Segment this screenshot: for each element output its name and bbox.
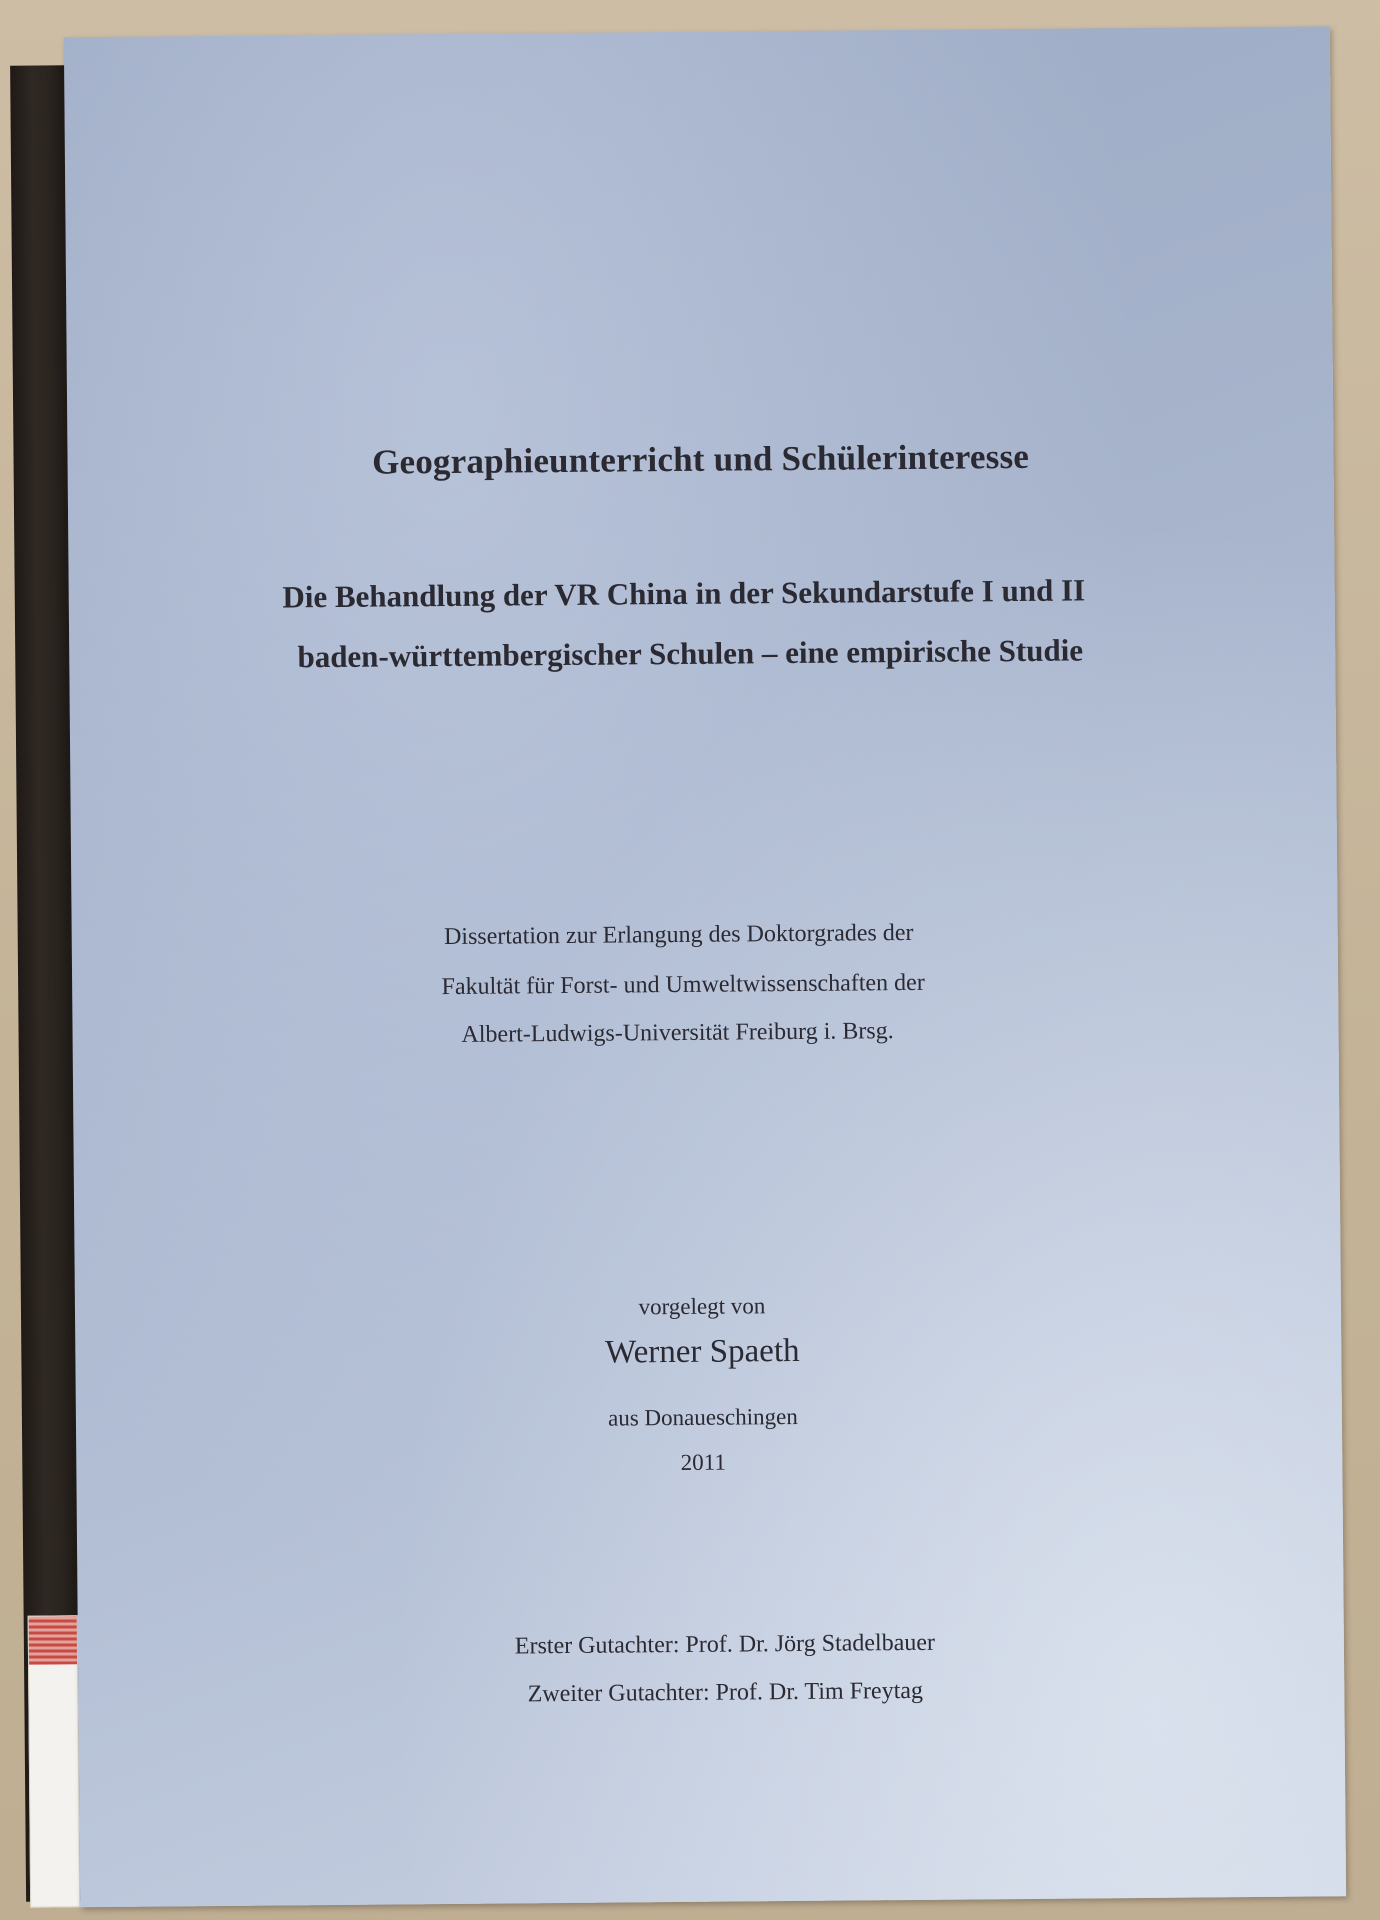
cover-title: Geographieunterricht und Schülerinteresse [371, 436, 1030, 482]
dissertation-line-3: Albert-Ludwigs-Universität Freiburg i. Brsg. [461, 1018, 894, 1048]
dissertation-line-2: Fakultät für Forst- und Umweltwissenschaften der [441, 969, 925, 1001]
presented-by-label: vorgelegt von [638, 1293, 766, 1320]
dissertation-line-1: Dissertation zur Erlangung des Doktorgrades der [443, 919, 914, 951]
library-spine-label [28, 1615, 81, 1907]
publication-year: 2011 [680, 1449, 727, 1475]
second-referee: Zweiter Gutachter: Prof. Dr. Tim Freytag [527, 1677, 924, 1708]
book [10, 26, 1346, 1907]
book-cover [64, 26, 1346, 1907]
cover-subtitle-line-1: Die Behandlung der VR China in der Sekundarstufe I und II [282, 572, 1086, 615]
cover-text-area [64, 26, 1346, 1907]
author-origin: aus Donaueschingen [607, 1403, 798, 1431]
spine-label-stripe [29, 1616, 77, 1664]
cover-subtitle-line-2: baden-württembergischer Schulen – eine empirische Studie [297, 632, 1084, 675]
first-referee: Erster Gutachter: Prof. Dr. Jörg Stadelbauer [514, 1629, 936, 1660]
author-name: Werner Spaeth [605, 1332, 800, 1371]
